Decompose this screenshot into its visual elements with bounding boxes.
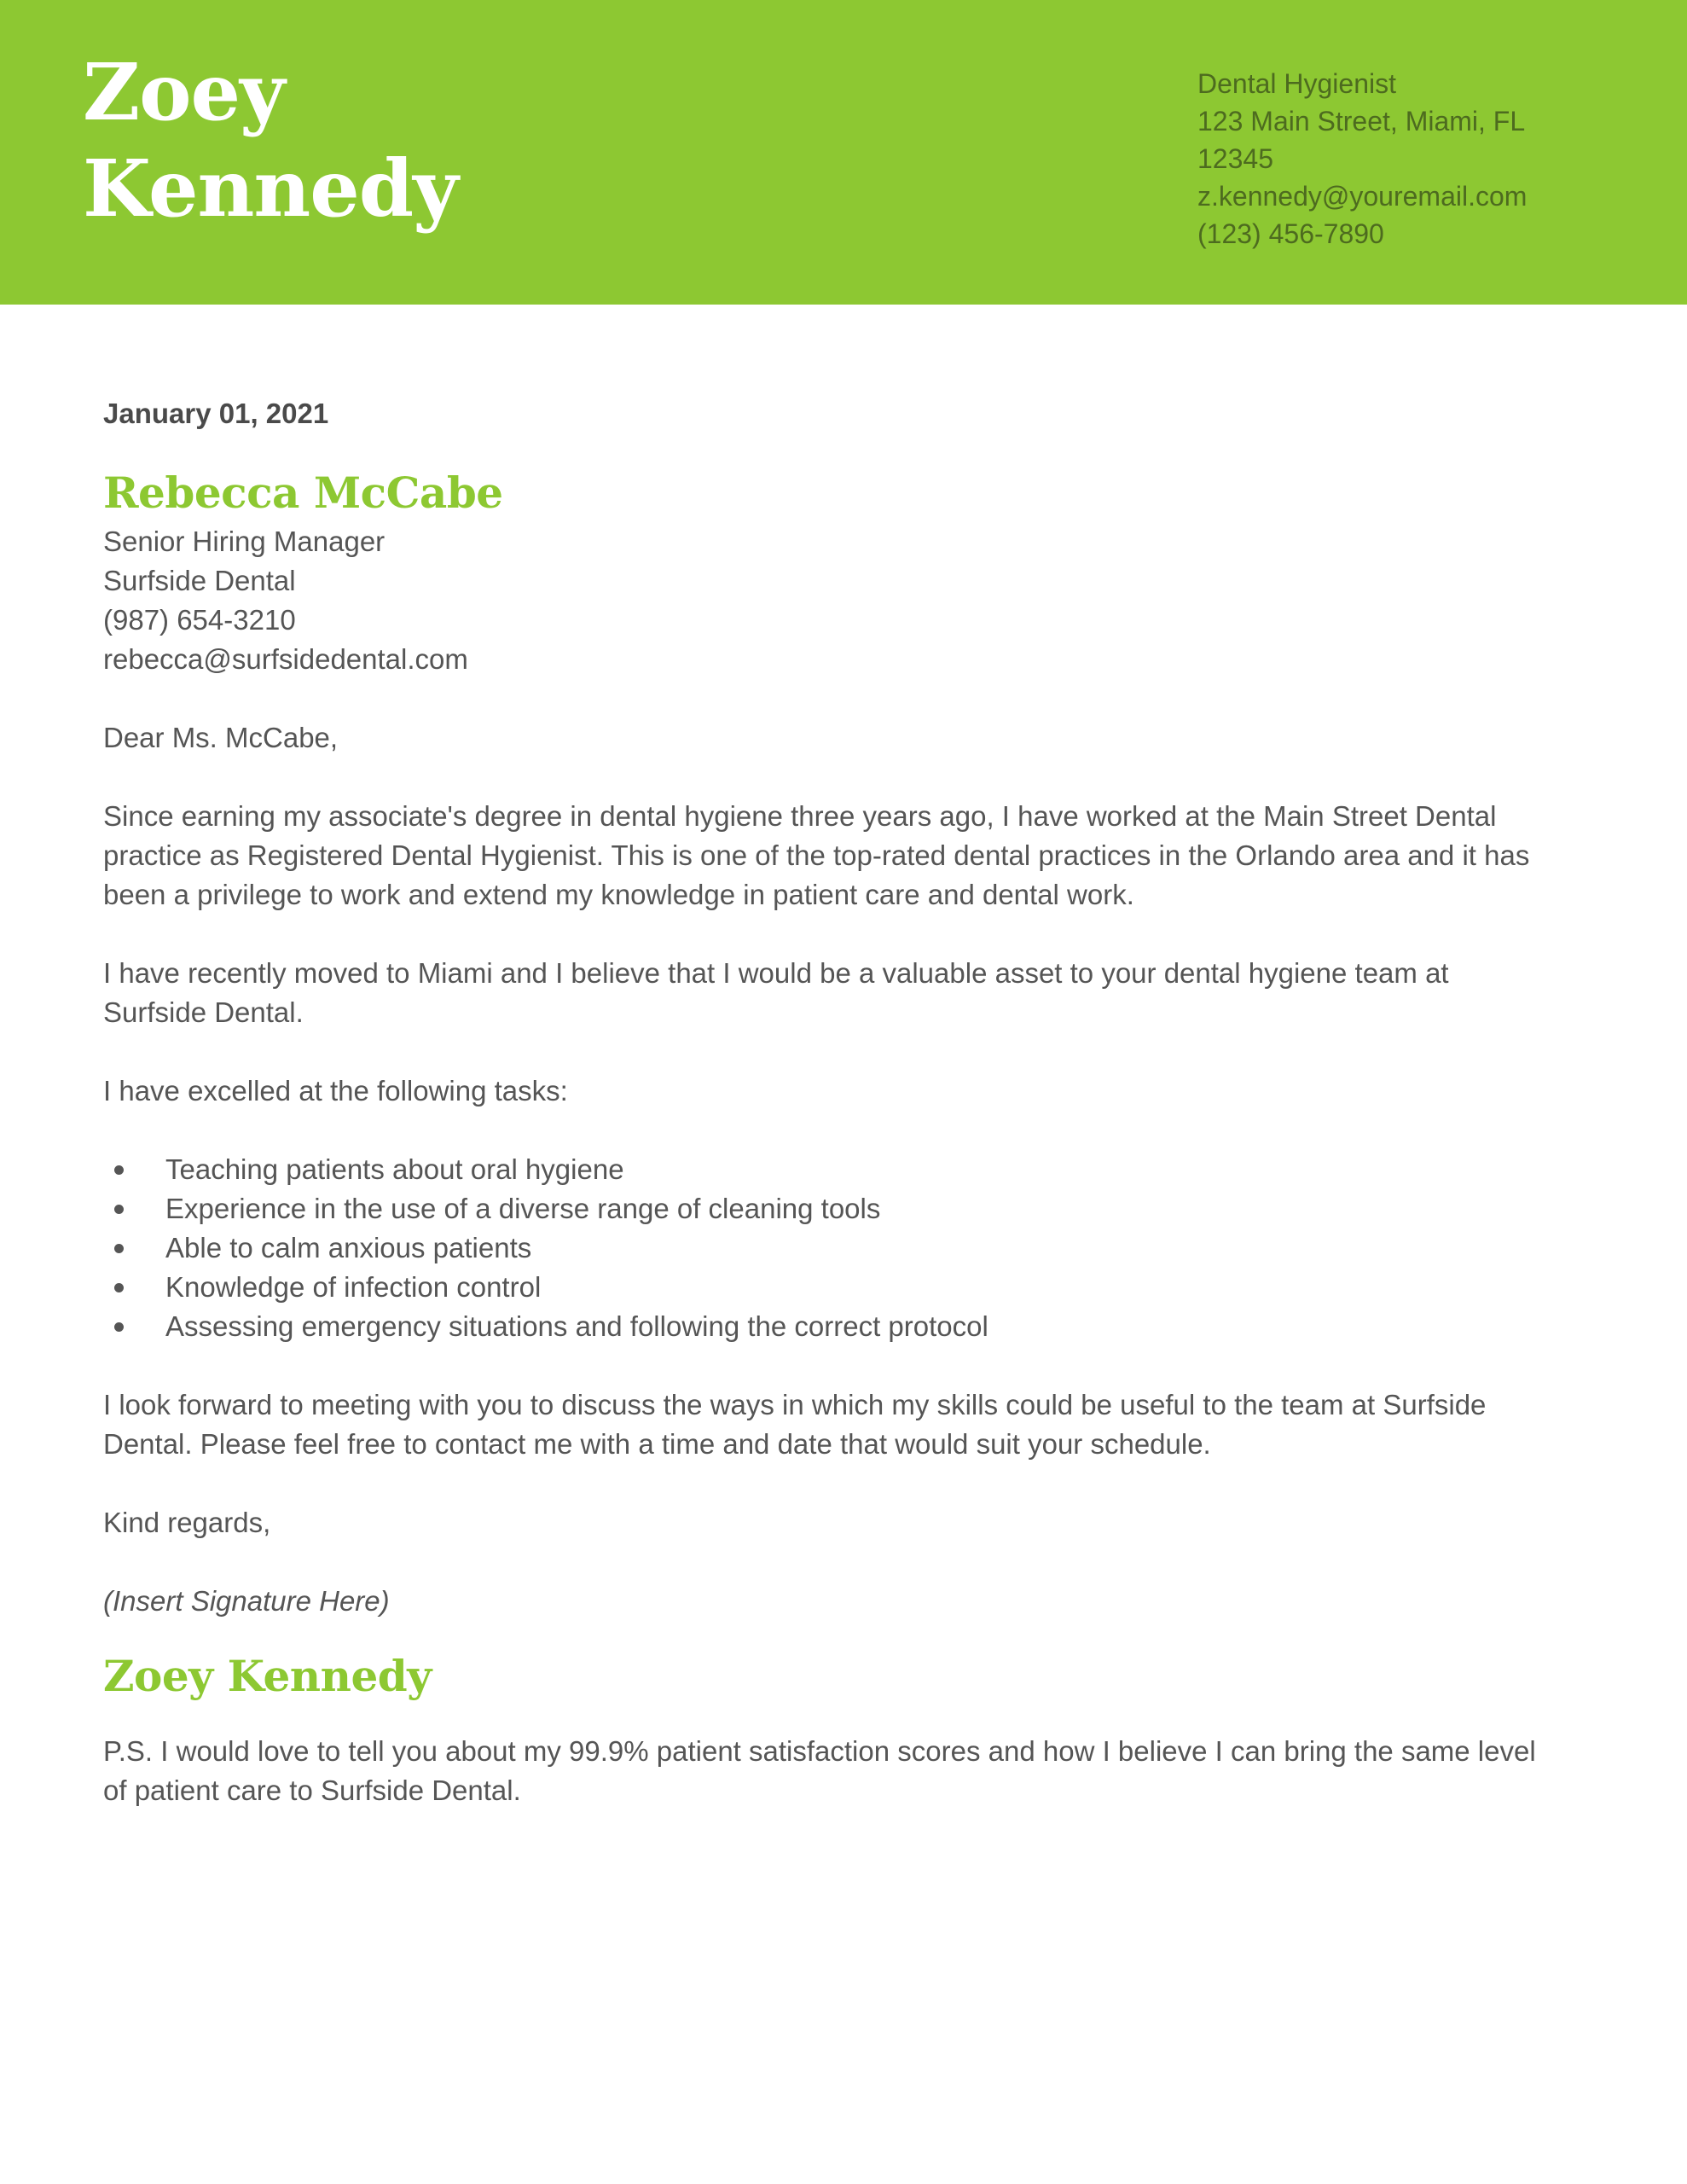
task-text: Able to calm anxious patients <box>165 1232 532 1263</box>
recipient-phone: (987) 654-3210 <box>103 604 296 636</box>
sender-address-line2: 12345 <box>1197 143 1273 174</box>
letter-date: January 01, 2021 <box>103 398 329 429</box>
bullet-icon <box>114 1283 124 1292</box>
task-text: Assessing emergency situations and following the correct protocol <box>165 1310 988 1342</box>
paragraph-experience: Since earning my associate's degree in dental hygiene three years ago, I have worked at the Main Street Dental practice as Registered Dental Hygienist. This is one of the top-rated dental practices in the Orlando area and it has been a privilege to work and extend my knowledge in patient care and dental work. <box>103 800 1530 910</box>
tasks-intro: I have excelled at the following tasks: <box>103 1075 568 1107</box>
signature-placeholder: (Insert Signature Here) <box>103 1585 390 1617</box>
list-item <box>103 1228 1553 1268</box>
bullet-icon <box>114 1244 124 1253</box>
sender-contact-block <box>1197 65 1573 253</box>
bullet-icon <box>114 1205 124 1214</box>
sender-phone: (123) 456-7890 <box>1197 218 1384 249</box>
signer-name: Zoey Kennedy <box>103 1651 432 1701</box>
recipient-details <box>103 522 1553 679</box>
list-item <box>103 1189 1553 1228</box>
sender-email: z.kennedy@youremail.com <box>1197 181 1528 212</box>
postscript: P.S. I would love to tell you about my 99.9% patient satisfaction scores and how I believe I can bring the same level of patient care to Surfside Dental. <box>103 1735 1536 1806</box>
letter-body <box>103 394 1553 1810</box>
closing-line: Kind regards, <box>103 1507 271 1538</box>
sender-job-title: Dental Hygienist <box>1197 68 1396 99</box>
paragraph-closing: I look forward to meeting with you to discuss the ways in which my skills could be useful to the team at Surfside Dental. Please feel free to contact me with a time and date that would suit your schedule. <box>103 1389 1487 1460</box>
sender-first-name: Zoey <box>83 46 285 138</box>
header-banner <box>0 0 1687 305</box>
task-text: Knowledge of infection control <box>165 1271 542 1303</box>
task-list <box>103 1150 1553 1346</box>
recipient-title: Senior Hiring Manager <box>103 526 386 557</box>
bullet-icon <box>114 1165 124 1175</box>
list-item <box>103 1307 1553 1346</box>
recipient-name: Rebecca McCabe <box>103 468 503 518</box>
bullet-icon <box>114 1322 124 1332</box>
sender-name <box>83 44 458 237</box>
sender-last-name: Kennedy <box>83 142 458 235</box>
salutation: Dear Ms. McCabe, <box>103 722 339 753</box>
list-item <box>103 1150 1553 1189</box>
list-item <box>103 1268 1553 1307</box>
paragraph-relocation: I have recently moved to Miami and I believe that I would be a valuable asset to your dental hygiene team at Surfside Dental. <box>103 957 1449 1028</box>
task-text: Experience in the use of a diverse range of cleaning tools <box>165 1193 881 1224</box>
recipient-company: Surfside Dental <box>103 565 296 596</box>
sender-address-line1: 123 Main Street, Miami, FL <box>1197 106 1526 136</box>
task-text: Teaching patients about oral hygiene <box>165 1153 624 1185</box>
recipient-email: rebecca@surfsidedental.com <box>103 643 468 675</box>
